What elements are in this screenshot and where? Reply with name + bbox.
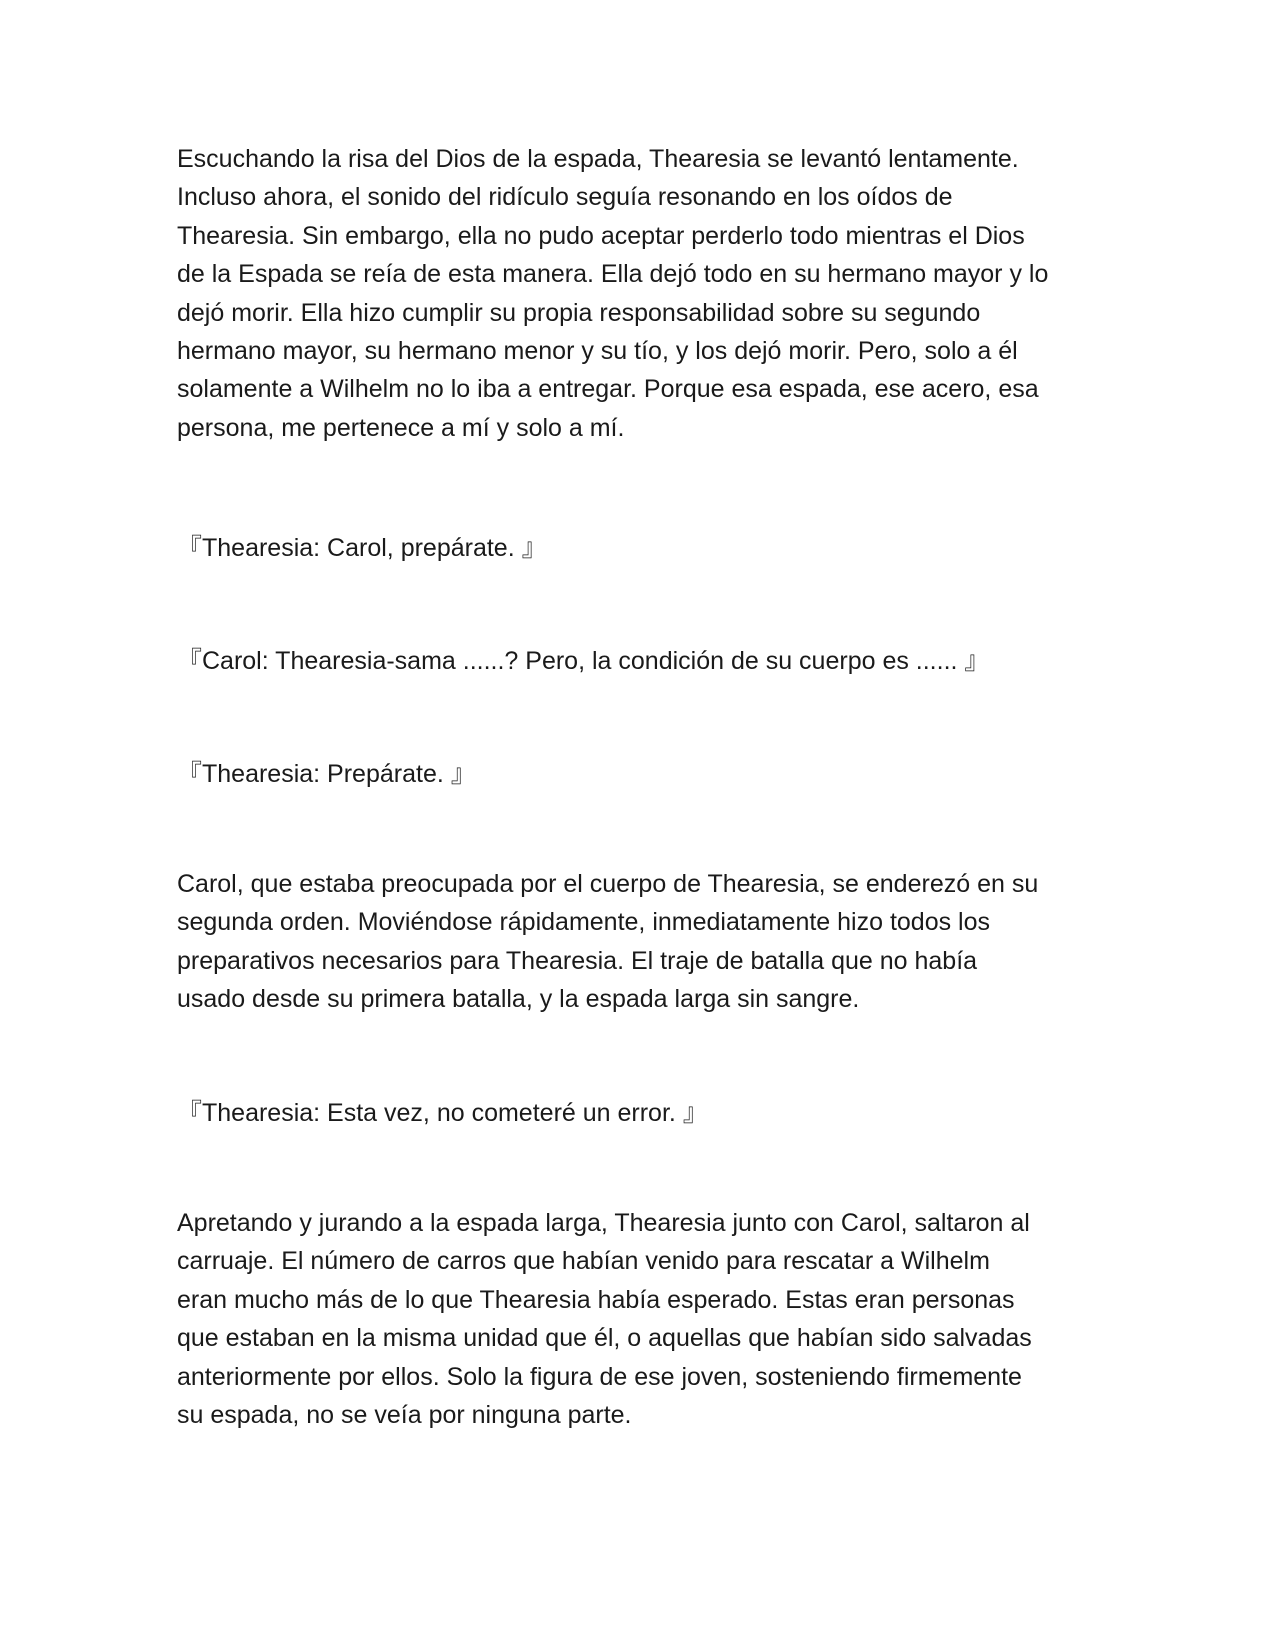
paragraph-line: segunda orden. Moviéndose rápidamente, inmediatamente hizo todos los	[177, 908, 991, 937]
dialogue-line-3: 『Thearesia: Prepárate. 』	[177, 760, 476, 788]
paragraph-line: dejó morir. Ella hizo cumplir su propia responsabilidad sobre su segundo	[177, 298, 981, 327]
paragraph-line: usado desde su primera batalla, y la espada larga sin sangre.	[177, 985, 860, 1014]
paragraph-line: hermano mayor, su hermano menor y su tío, y los dejó morir. Pero, solo a él	[177, 337, 1018, 366]
paragraph-line: persona, me pertenece a mí y solo a mí.	[177, 413, 625, 442]
dialogue-line-2: 『Carol: Thearesia-sama ......? Pero, la condición de su cuerpo es ...... 』	[177, 647, 990, 675]
paragraph-line: solamente a Wilhelm no lo iba a entregar. Porque esa espada, ese acero, esa	[177, 375, 1039, 404]
dialogue-line-4: 『Thearesia: Esta vez, no cometeré un error. 』	[177, 1099, 708, 1127]
paragraph-line: Escuchando la risa del Dios de la espada, Thearesia se levantó lentamente.	[177, 145, 1019, 173]
paragraph-line: de la Espada se reía de esta manera. Ella dejó todo en su hermano mayor y lo	[177, 260, 1049, 289]
paragraph-line: Thearesia. Sin embargo, ella no pudo aceptar perderlo todo mientras el Dios	[177, 221, 1025, 250]
dialogue-line-1: 『Thearesia: Carol, prepárate. 』	[177, 534, 547, 562]
paragraph-2	[177, 865, 1112, 1019]
paragraph-line: Carol, que estaba preocupada por el cuerpo de Thearesia, se enderezó en su	[177, 870, 1039, 898]
paragraph-line: anteriormente por ellos. Solo la figura de ese joven, sosteniendo firmemente	[177, 1362, 1022, 1391]
paragraph-line: preparativos necesarios para Thearesia. El traje de batalla que no había	[177, 946, 978, 975]
paragraph-line: Incluso ahora, el sonido del ridículo seguía resonando en los oídos de	[177, 183, 953, 212]
paragraph-3	[177, 1204, 1112, 1434]
paragraph-line: que estaban en la misma unidad que él, o aquellas que habían sido salvadas	[177, 1324, 1032, 1353]
paragraph-line: Apretando y jurando a la espada larga, Thearesia junto con Carol, saltaron al	[177, 1209, 1030, 1237]
paragraph-line: eran mucho más de lo que Thearesia había esperado. Estas eran personas	[177, 1285, 1015, 1314]
paragraph-line: carruaje. El número de carros que habían venido para rescatar a Wilhelm	[177, 1247, 990, 1276]
paragraph-1	[177, 140, 1112, 447]
paragraph-line: su espada, no se veía por ninguna parte.	[177, 1401, 632, 1430]
